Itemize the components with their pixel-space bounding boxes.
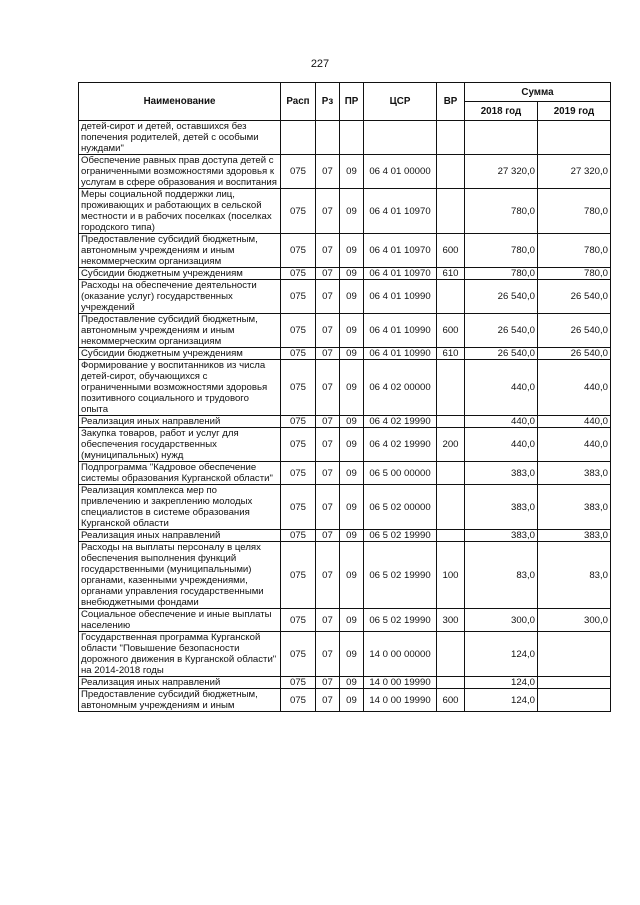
header-rasp: Расп bbox=[281, 83, 316, 121]
cell-y2019: 780,0 bbox=[538, 189, 611, 234]
cell-rasp: 075 bbox=[281, 689, 316, 712]
table-row bbox=[79, 314, 611, 348]
cell-y2018: 780,0 bbox=[465, 268, 538, 280]
cell-csr: 06 4 02 00000 bbox=[364, 360, 437, 416]
cell-vr bbox=[437, 632, 465, 677]
cell-rz: 07 bbox=[316, 234, 340, 268]
cell-rasp: 075 bbox=[281, 234, 316, 268]
cell-csr: 14 0 00 19990 bbox=[364, 689, 437, 712]
cell-name: Реализация иных направлений bbox=[79, 416, 281, 428]
cell-vr: 300 bbox=[437, 609, 465, 632]
cell-vr: 610 bbox=[437, 348, 465, 360]
cell-y2019: 26 540,0 bbox=[538, 348, 611, 360]
cell-vr bbox=[437, 121, 465, 155]
cell-name: Расходы на выплаты персоналу в целях обеспечения выполнения функций государственными (муниципальными) органами, казенными учреждениями, органами управления государственными внебюджетными фондами bbox=[79, 542, 281, 609]
cell-name: Предоставление субсидий бюджетным, автономным учреждениям и иным некоммерческим организациям bbox=[79, 234, 281, 268]
cell-pr: 09 bbox=[340, 689, 364, 712]
table-row bbox=[79, 268, 611, 280]
cell-vr: 200 bbox=[437, 428, 465, 462]
header-2019: 2019 год bbox=[538, 102, 611, 121]
cell-name: Предоставление субсидий бюджетным, автономным учреждениям и иным некоммерческим организациям bbox=[79, 314, 281, 348]
cell-csr: 06 4 01 10970 bbox=[364, 189, 437, 234]
cell-csr: 06 5 02 19990 bbox=[364, 542, 437, 609]
cell-y2018: 26 540,0 bbox=[465, 314, 538, 348]
cell-pr: 09 bbox=[340, 189, 364, 234]
cell-csr: 06 4 01 10970 bbox=[364, 234, 437, 268]
cell-y2018: 124,0 bbox=[465, 632, 538, 677]
cell-y2018: 300,0 bbox=[465, 609, 538, 632]
table-body bbox=[79, 121, 611, 712]
cell-rz: 07 bbox=[316, 189, 340, 234]
cell-y2019: 440,0 bbox=[538, 416, 611, 428]
cell-pr: 09 bbox=[340, 542, 364, 609]
cell-csr: 06 5 02 19990 bbox=[364, 530, 437, 542]
cell-pr: 09 bbox=[340, 280, 364, 314]
table-row bbox=[79, 677, 611, 689]
cell-csr bbox=[364, 121, 437, 155]
cell-name: Государственная программа Курганской области "Повышение безопасности дорожного движения в Курганской области" на 2014-2018 годы bbox=[79, 632, 281, 677]
cell-pr: 09 bbox=[340, 632, 364, 677]
cell-vr bbox=[437, 360, 465, 416]
cell-vr: 600 bbox=[437, 314, 465, 348]
cell-rz: 07 bbox=[316, 314, 340, 348]
cell-rasp: 075 bbox=[281, 360, 316, 416]
cell-name: Субсидии бюджетным учреждениям bbox=[79, 268, 281, 280]
cell-vr bbox=[437, 677, 465, 689]
cell-rz bbox=[316, 121, 340, 155]
cell-y2019: 83,0 bbox=[538, 542, 611, 609]
cell-csr: 06 5 02 19990 bbox=[364, 609, 437, 632]
cell-rz: 07 bbox=[316, 677, 340, 689]
cell-csr: 06 4 02 19990 bbox=[364, 428, 437, 462]
cell-y2019: 300,0 bbox=[538, 609, 611, 632]
cell-rasp: 075 bbox=[281, 314, 316, 348]
table-row bbox=[79, 485, 611, 530]
cell-y2018: 26 540,0 bbox=[465, 348, 538, 360]
header-sum: Сумма bbox=[465, 83, 611, 102]
cell-rasp: 075 bbox=[281, 268, 316, 280]
cell-rz: 07 bbox=[316, 542, 340, 609]
cell-name: Реализация иных направлений bbox=[79, 530, 281, 542]
header-name: Наименование bbox=[79, 83, 281, 121]
cell-vr: 100 bbox=[437, 542, 465, 609]
cell-rz: 07 bbox=[316, 155, 340, 189]
cell-y2018: 383,0 bbox=[465, 462, 538, 485]
cell-name: Закупка товаров, работ и услуг для обеспечения государственных (муниципальных) нужд bbox=[79, 428, 281, 462]
cell-csr: 06 5 00 00000 bbox=[364, 462, 437, 485]
cell-y2019: 26 540,0 bbox=[538, 280, 611, 314]
table-row bbox=[79, 234, 611, 268]
cell-y2018 bbox=[465, 121, 538, 155]
cell-rz: 07 bbox=[316, 609, 340, 632]
cell-name: Реализация иных направлений bbox=[79, 677, 281, 689]
cell-pr: 09 bbox=[340, 348, 364, 360]
cell-y2019: 26 540,0 bbox=[538, 314, 611, 348]
cell-rasp: 075 bbox=[281, 280, 316, 314]
header-vr: ВР bbox=[437, 83, 465, 121]
cell-vr bbox=[437, 530, 465, 542]
table-row bbox=[79, 280, 611, 314]
table-row bbox=[79, 428, 611, 462]
cell-vr: 600 bbox=[437, 234, 465, 268]
cell-vr bbox=[437, 155, 465, 189]
header-rz: Рз bbox=[316, 83, 340, 121]
cell-rasp: 075 bbox=[281, 462, 316, 485]
table-row bbox=[79, 416, 611, 428]
table-row bbox=[79, 360, 611, 416]
table-row bbox=[79, 462, 611, 485]
table-row bbox=[79, 189, 611, 234]
cell-rz: 07 bbox=[316, 462, 340, 485]
cell-rasp: 075 bbox=[281, 189, 316, 234]
cell-rz: 07 bbox=[316, 416, 340, 428]
cell-csr: 06 5 02 00000 bbox=[364, 485, 437, 530]
cell-rz: 07 bbox=[316, 268, 340, 280]
cell-y2019: 780,0 bbox=[538, 234, 611, 268]
cell-vr bbox=[437, 416, 465, 428]
cell-csr: 06 4 01 10970 bbox=[364, 268, 437, 280]
cell-rasp: 075 bbox=[281, 348, 316, 360]
cell-y2019 bbox=[538, 632, 611, 677]
table-row bbox=[79, 632, 611, 677]
cell-name: Реализация комплекса мер по привлечению и закреплению молодых специалистов в системе образования Курганской области bbox=[79, 485, 281, 530]
table-row bbox=[79, 155, 611, 189]
cell-name: Формирование у воспитанников из числа детей-сирот, обучающихся с ограниченными возможностями здоровья позитивного социального и трудового опыта bbox=[79, 360, 281, 416]
table-row bbox=[79, 689, 611, 712]
cell-name: Меры социальной поддержки лиц, проживающих и работающих в сельской местности и в рабочих поселках (поселках городского типа) bbox=[79, 189, 281, 234]
cell-y2018: 780,0 bbox=[465, 234, 538, 268]
cell-rasp: 075 bbox=[281, 530, 316, 542]
cell-pr: 09 bbox=[340, 155, 364, 189]
cell-csr: 06 4 02 19990 bbox=[364, 416, 437, 428]
cell-pr: 09 bbox=[340, 462, 364, 485]
table-row bbox=[79, 609, 611, 632]
cell-y2018: 383,0 bbox=[465, 485, 538, 530]
cell-csr: 14 0 00 19990 bbox=[364, 677, 437, 689]
cell-pr: 09 bbox=[340, 360, 364, 416]
cell-pr: 09 bbox=[340, 428, 364, 462]
cell-y2018: 440,0 bbox=[465, 416, 538, 428]
cell-y2018: 83,0 bbox=[465, 542, 538, 609]
cell-csr: 14 0 00 00000 bbox=[364, 632, 437, 677]
page-number: 227 bbox=[310, 58, 330, 70]
header-2018: 2018 год bbox=[465, 102, 538, 121]
cell-pr: 09 bbox=[340, 416, 364, 428]
cell-name: Подпрограмма "Кадровое обеспечение системы образования Курганской области" bbox=[79, 462, 281, 485]
cell-vr: 610 bbox=[437, 268, 465, 280]
table-row bbox=[79, 121, 611, 155]
cell-pr: 09 bbox=[340, 530, 364, 542]
cell-rz: 07 bbox=[316, 485, 340, 530]
cell-name: Предоставление субсидий бюджетным, автономным учреждениям и иным bbox=[79, 689, 281, 712]
cell-name: Социальное обеспечение и иные выплаты населению bbox=[79, 609, 281, 632]
cell-name: Субсидии бюджетным учреждениям bbox=[79, 348, 281, 360]
cell-rz: 07 bbox=[316, 360, 340, 416]
cell-y2019: 440,0 bbox=[538, 360, 611, 416]
table-row bbox=[79, 348, 611, 360]
cell-rasp: 075 bbox=[281, 677, 316, 689]
cell-csr: 06 4 01 00000 bbox=[364, 155, 437, 189]
cell-y2018: 383,0 bbox=[465, 530, 538, 542]
cell-y2018: 124,0 bbox=[465, 689, 538, 712]
cell-y2019: 440,0 bbox=[538, 428, 611, 462]
cell-pr: 09 bbox=[340, 609, 364, 632]
cell-pr: 09 bbox=[340, 268, 364, 280]
cell-rasp: 075 bbox=[281, 428, 316, 462]
cell-y2019 bbox=[538, 689, 611, 712]
cell-vr bbox=[437, 280, 465, 314]
cell-pr: 09 bbox=[340, 677, 364, 689]
cell-rasp: 075 bbox=[281, 416, 316, 428]
cell-rz: 07 bbox=[316, 530, 340, 542]
cell-y2019: 383,0 bbox=[538, 530, 611, 542]
cell-vr bbox=[437, 462, 465, 485]
cell-rasp: 075 bbox=[281, 632, 316, 677]
cell-y2019: 383,0 bbox=[538, 462, 611, 485]
cell-name: Расходы на обеспечение деятельности (оказание услуг) государственных учреждений bbox=[79, 280, 281, 314]
cell-pr bbox=[340, 121, 364, 155]
cell-vr bbox=[437, 485, 465, 530]
cell-rz: 07 bbox=[316, 632, 340, 677]
cell-csr: 06 4 01 10990 bbox=[364, 280, 437, 314]
budget-table bbox=[78, 82, 611, 712]
cell-y2018: 440,0 bbox=[465, 428, 538, 462]
table-row bbox=[79, 530, 611, 542]
cell-pr: 09 bbox=[340, 234, 364, 268]
cell-rasp: 075 bbox=[281, 155, 316, 189]
cell-csr: 06 4 01 10990 bbox=[364, 314, 437, 348]
cell-rasp: 075 bbox=[281, 542, 316, 609]
header-csr: ЦСР bbox=[364, 83, 437, 121]
cell-pr: 09 bbox=[340, 485, 364, 530]
cell-y2019: 780,0 bbox=[538, 268, 611, 280]
cell-rasp: 075 bbox=[281, 609, 316, 632]
cell-y2019 bbox=[538, 677, 611, 689]
cell-rasp: 075 bbox=[281, 485, 316, 530]
cell-y2019 bbox=[538, 121, 611, 155]
cell-y2018: 27 320,0 bbox=[465, 155, 538, 189]
header-pr: ПР bbox=[340, 83, 364, 121]
cell-y2018: 26 540,0 bbox=[465, 280, 538, 314]
cell-name: Обеспечение равных прав доступа детей с ограниченными возможностями здоровья к услугам в сфере образования и воспитания bbox=[79, 155, 281, 189]
cell-rasp bbox=[281, 121, 316, 155]
cell-y2018: 780,0 bbox=[465, 189, 538, 234]
cell-rz: 07 bbox=[316, 348, 340, 360]
cell-rz: 07 bbox=[316, 280, 340, 314]
cell-y2018: 124,0 bbox=[465, 677, 538, 689]
cell-y2018: 440,0 bbox=[465, 360, 538, 416]
cell-pr: 09 bbox=[340, 314, 364, 348]
cell-csr: 06 4 01 10990 bbox=[364, 348, 437, 360]
cell-rz: 07 bbox=[316, 428, 340, 462]
cell-y2019: 27 320,0 bbox=[538, 155, 611, 189]
cell-name: детей-сирот и детей, оставшихся без попечения родителей, детей с особыми нуждами" bbox=[79, 121, 281, 155]
cell-vr bbox=[437, 189, 465, 234]
cell-y2019: 383,0 bbox=[538, 485, 611, 530]
cell-rz: 07 bbox=[316, 689, 340, 712]
table-row bbox=[79, 542, 611, 609]
cell-vr: 600 bbox=[437, 689, 465, 712]
